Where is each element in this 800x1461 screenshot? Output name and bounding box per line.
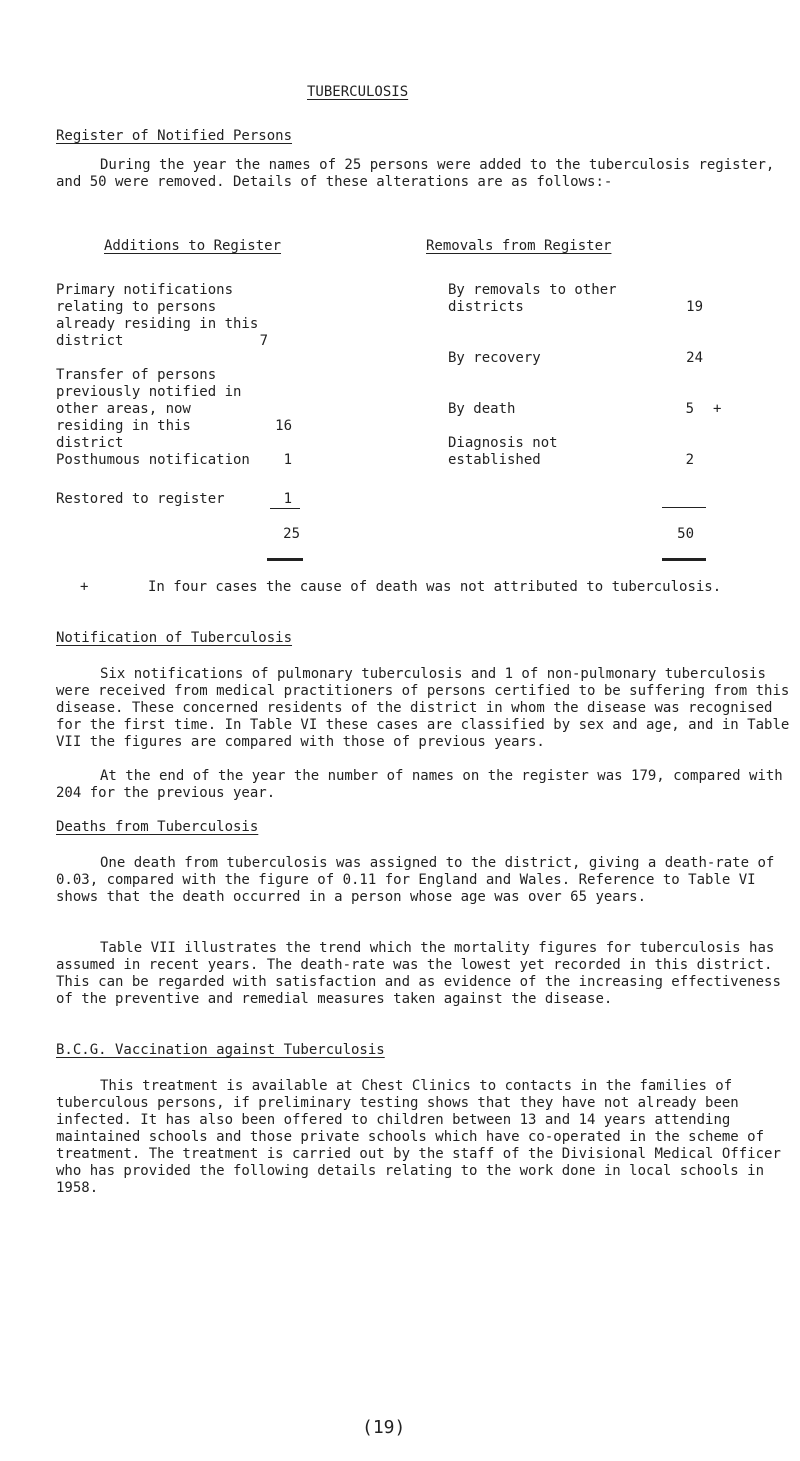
- removals-item-3-value: 5: [685, 401, 694, 417]
- removals-item-2-value: 24: [686, 350, 703, 366]
- deaths-paragraph-1: One death from tuberculosis was assigned to the district, giving a death-rate of 0.03, compared with the figure of 0.11 for England and Wales. Reference to Table VI shows that the death occurred in a person whose age was over 65 years.: [56, 855, 775, 905]
- section-heading-bcg: B.C.G. Vaccination against Tuberculosis: [56, 1042, 385, 1058]
- additions-item-3-label: Posthumous notification: [56, 452, 250, 468]
- additions-total-rule: [267, 558, 303, 561]
- section-heading-register: Register of Notified Persons: [56, 128, 293, 144]
- additions-item-4-label: Restored to register: [56, 491, 225, 507]
- notification-paragraph-2: At the end of the year the number of names on the register was 179, compared with 204 for the previous year.: [56, 768, 783, 801]
- removals-total-rule: [662, 558, 706, 561]
- additions-item-3-value: 1: [283, 452, 292, 468]
- removals-item-1-label: By removals to other districts: [448, 282, 617, 315]
- removals-item-3-mark: +: [713, 401, 722, 417]
- removals-heading: Removals from Register: [426, 238, 612, 254]
- register-intro-paragraph: During the year the names of 25 persons were added to the tuberculosis register, and 50 were removed. Details of these alterations are as follows:-: [56, 157, 775, 190]
- deaths-paragraph-2: Table VII illustrates the trend which the mortality figures for tuberculosis has assumed in recent years. The death-rate was the lowest yet recorded in this district. This can be regarded with satisfaction and as evidence of the increasing effectiveness of the preventive and remedial measures taken against the disease.: [56, 940, 781, 1007]
- removals-item-4-value: 2: [685, 452, 694, 468]
- page-number: (19): [362, 1417, 406, 1438]
- section-heading-deaths: Deaths from Tuberculosis: [56, 819, 259, 835]
- footnote-text: In four cases the cause of death was not attributed to tuberculosis.: [148, 579, 722, 595]
- footnote-mark: +: [80, 579, 89, 595]
- additions-item-2-label: Transfer of persons previously notified in other areas, now residing in this district: [56, 367, 242, 451]
- section-heading-notification: Notification of Tuberculosis: [56, 630, 293, 646]
- removals-item-2-label: By recovery: [448, 350, 541, 366]
- additions-item-2-value: 16: [275, 418, 292, 434]
- bcg-paragraph-1: This treatment is available at Chest Clinics to contacts in the families of tuberculous persons, if preliminary testing shows that they have not already been infected. It has also been offered to children between 13 and 14 years attending maintained schools and those private schools which have co-operated in the scheme of treatment. The treatment is carried out by the staff of the Divisional Medical Officer who has provided the following details relating to the work done in local schools in 1958.: [56, 1078, 781, 1196]
- removals-subtotal-rule: [662, 507, 706, 508]
- additions-heading: Additions to Register: [104, 238, 282, 254]
- additions-total: 25: [283, 526, 300, 542]
- removals-item-4-label: Diagnosis not established: [448, 435, 558, 468]
- removals-item-1-value: 19: [686, 299, 703, 315]
- removals-total: 50: [677, 526, 694, 542]
- removals-item-3-label: By death: [448, 401, 516, 417]
- additions-item-1-label: Primary notifications relating to persons already residing in this district: [56, 282, 259, 349]
- page-title: TUBERCULOSIS: [307, 84, 409, 100]
- additions-item-4-value: 1: [283, 491, 292, 507]
- additions-subtotal-rule: [270, 508, 300, 509]
- additions-item-1-value: 7: [259, 333, 268, 349]
- notification-paragraph-1: Six notifications of pulmonary tuberculosis and 1 of non-pulmonary tuberculosis were received from medical practitioners of persons certified to be suffering from this disease. These concerned residents of the district in whom the disease was recognised for the first time. In Table VI these cases are classified by sex and age, and in Table VII the figures are compared with those of previous years.: [56, 666, 790, 750]
